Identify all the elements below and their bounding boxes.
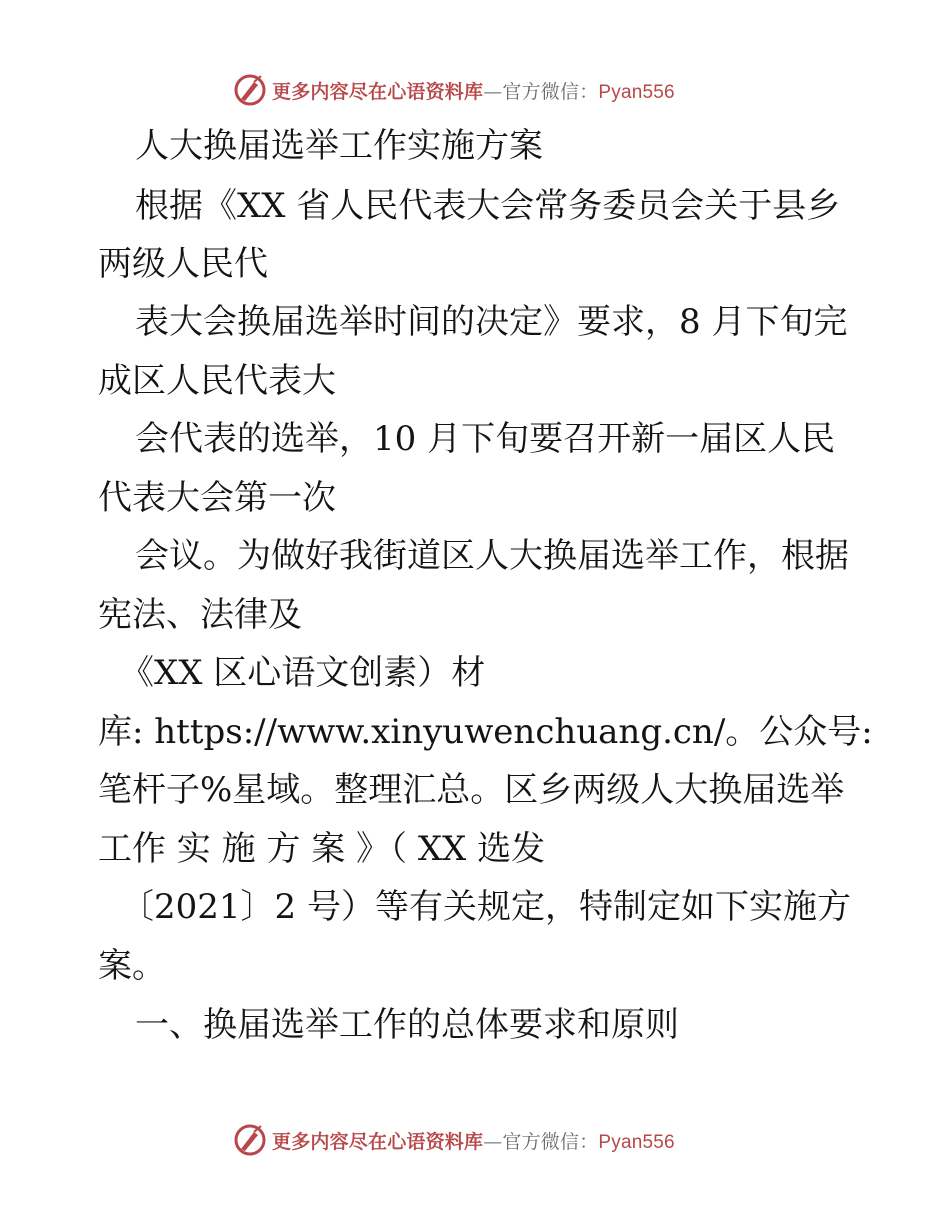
paragraph-line: 案。 [98, 946, 166, 986]
paragraph-line: 根据《XX 省人民代表大会常务委员会关于县乡 [135, 186, 841, 226]
document-title: 人大换届选举工作实施方案 [135, 126, 543, 166]
paragraph-line: 两级人民代 [98, 244, 268, 284]
paragraph-line: 《XX 区心语文创素）材 [120, 653, 486, 693]
paragraph-line: 库: https://www.xinyuwenchuang.cn/。公众号: [98, 712, 873, 752]
quill-circle-logo-icon [232, 1122, 268, 1158]
paragraph-line: 工作 实 施 方 案 》（ XX 选发 [98, 829, 546, 869]
watermark-text [272, 1127, 675, 1154]
watermark-slogan: 更多内容尽在心语资料库 [272, 80, 484, 103]
paragraph-line: 笔杆子%星域。整理汇总。区乡两级人大换届选举 [98, 770, 845, 810]
paragraph-line: 会代表的选举，10 月下旬要召开新一届区人民 [135, 419, 836, 459]
paragraph-line: 成区人民代表大 [98, 361, 336, 401]
watermark-wechat-id: Pyan556 [598, 81, 675, 103]
watermark-wechat-label: 官方微信： [502, 1130, 599, 1153]
paragraph-line: 代表大会第一次 [98, 478, 336, 518]
section-heading: 一、换届选举工作的总体要求和原则 [135, 1005, 679, 1045]
watermark-wechat-id: Pyan556 [598, 1131, 675, 1153]
paragraph-line: 〔2021〕2 号）等有关规定，特制定如下实施方 [120, 887, 851, 927]
watermark-separator: — [483, 1130, 503, 1153]
watermark-wechat-label: 官方微信： [502, 80, 599, 103]
watermark-slogan: 更多内容尽在心语资料库 [272, 1130, 484, 1153]
paragraph-line: 宪法、法律及 [98, 595, 302, 635]
paragraph-line: 会议。为做好我街道区人大换届选举工作，根据 [135, 536, 849, 576]
watermark-separator: — [483, 80, 503, 103]
paragraph-line: 表大会换届选举时间的决定》要求，8 月下旬完 [135, 302, 848, 342]
watermark-banner-bottom [232, 1120, 752, 1160]
